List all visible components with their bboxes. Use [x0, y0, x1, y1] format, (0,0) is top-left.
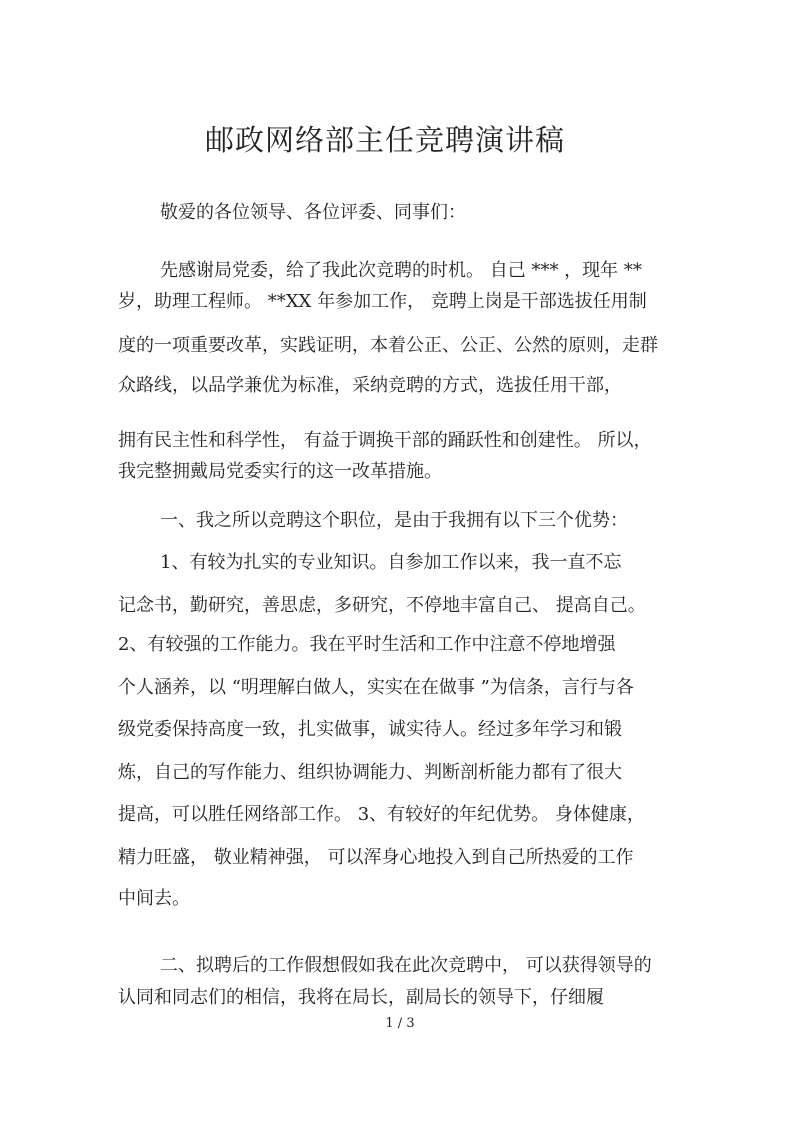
paragraph-line: 认同和同志们的相信，我将在局长，副局长的领导下，仔细履	[118, 987, 604, 1008]
page-number: 1 / 3	[385, 1016, 415, 1031]
paragraph-line: 炼，自己的写作能力、组织协调能力、判断剖析能力都有了很大	[118, 762, 622, 783]
paragraph-line: 我完整拥戴局党委实行的这一改革措施。	[118, 461, 442, 482]
section-heading: 二、拟聘后的工作假想假如我在此次竞聘中， 可以获得领导的	[160, 955, 652, 976]
paragraph-line: 众路线，以品学兼优为标准，采纳竞聘的方式，选拔任用干部，	[118, 375, 622, 396]
paragraph-line: 度的一项重要改革，实践证明，本着公正、公正、公然的原则，走群	[118, 335, 658, 356]
paragraph-line: 个人涵养，以 “明理解白做人，实实在在做事 ”为信条，言行与各	[118, 677, 634, 698]
paragraph-line: 拥有民主性和科学性， 有益于调换干部的踊跃性和创建性。 所以，	[118, 430, 652, 451]
paragraph-line: 岁，助理工程师。 **XX 年参加工作， 竞聘上岗是干部选拔任用制	[118, 291, 647, 312]
paragraph-line: 1、有较为扎实的专业知识。自参加工作以来，我一直不忘	[160, 552, 622, 573]
paragraph-line: 记念书，勤研究，善思虑，多研究，不停地丰富自己、 提高自己。	[118, 595, 646, 616]
paragraph-line: 2、有较强的工作能力。我在平时生活和工作中注意不停地增强	[118, 634, 616, 655]
paragraph-line: 中间去。	[118, 888, 190, 909]
salutation: 敬爱的各位领导、各位评委、同事们：	[160, 202, 466, 223]
section-heading: 一、我之所以竞聘这个职位，是由于我拥有以下三个优势：	[160, 510, 628, 531]
paragraph-line: 先感谢局党委，给了我此次竞聘的时机。 自己 *** ，现年 **	[160, 260, 642, 281]
document-title: 邮政网络部主任竞聘演讲稿	[204, 123, 565, 157]
paragraph-line: 精力旺盛， 敬业精神强， 可以浑身心地投入到自己所热爱的工作	[118, 847, 634, 868]
paragraph-line: 提高，可以胜任网络部工作。 3、有较好的年纪优势。 身体健康，	[118, 804, 645, 825]
paragraph-line: 级党委保持高度一致，扎实做事，诚实待人。经过多年学习和锻	[118, 719, 622, 740]
